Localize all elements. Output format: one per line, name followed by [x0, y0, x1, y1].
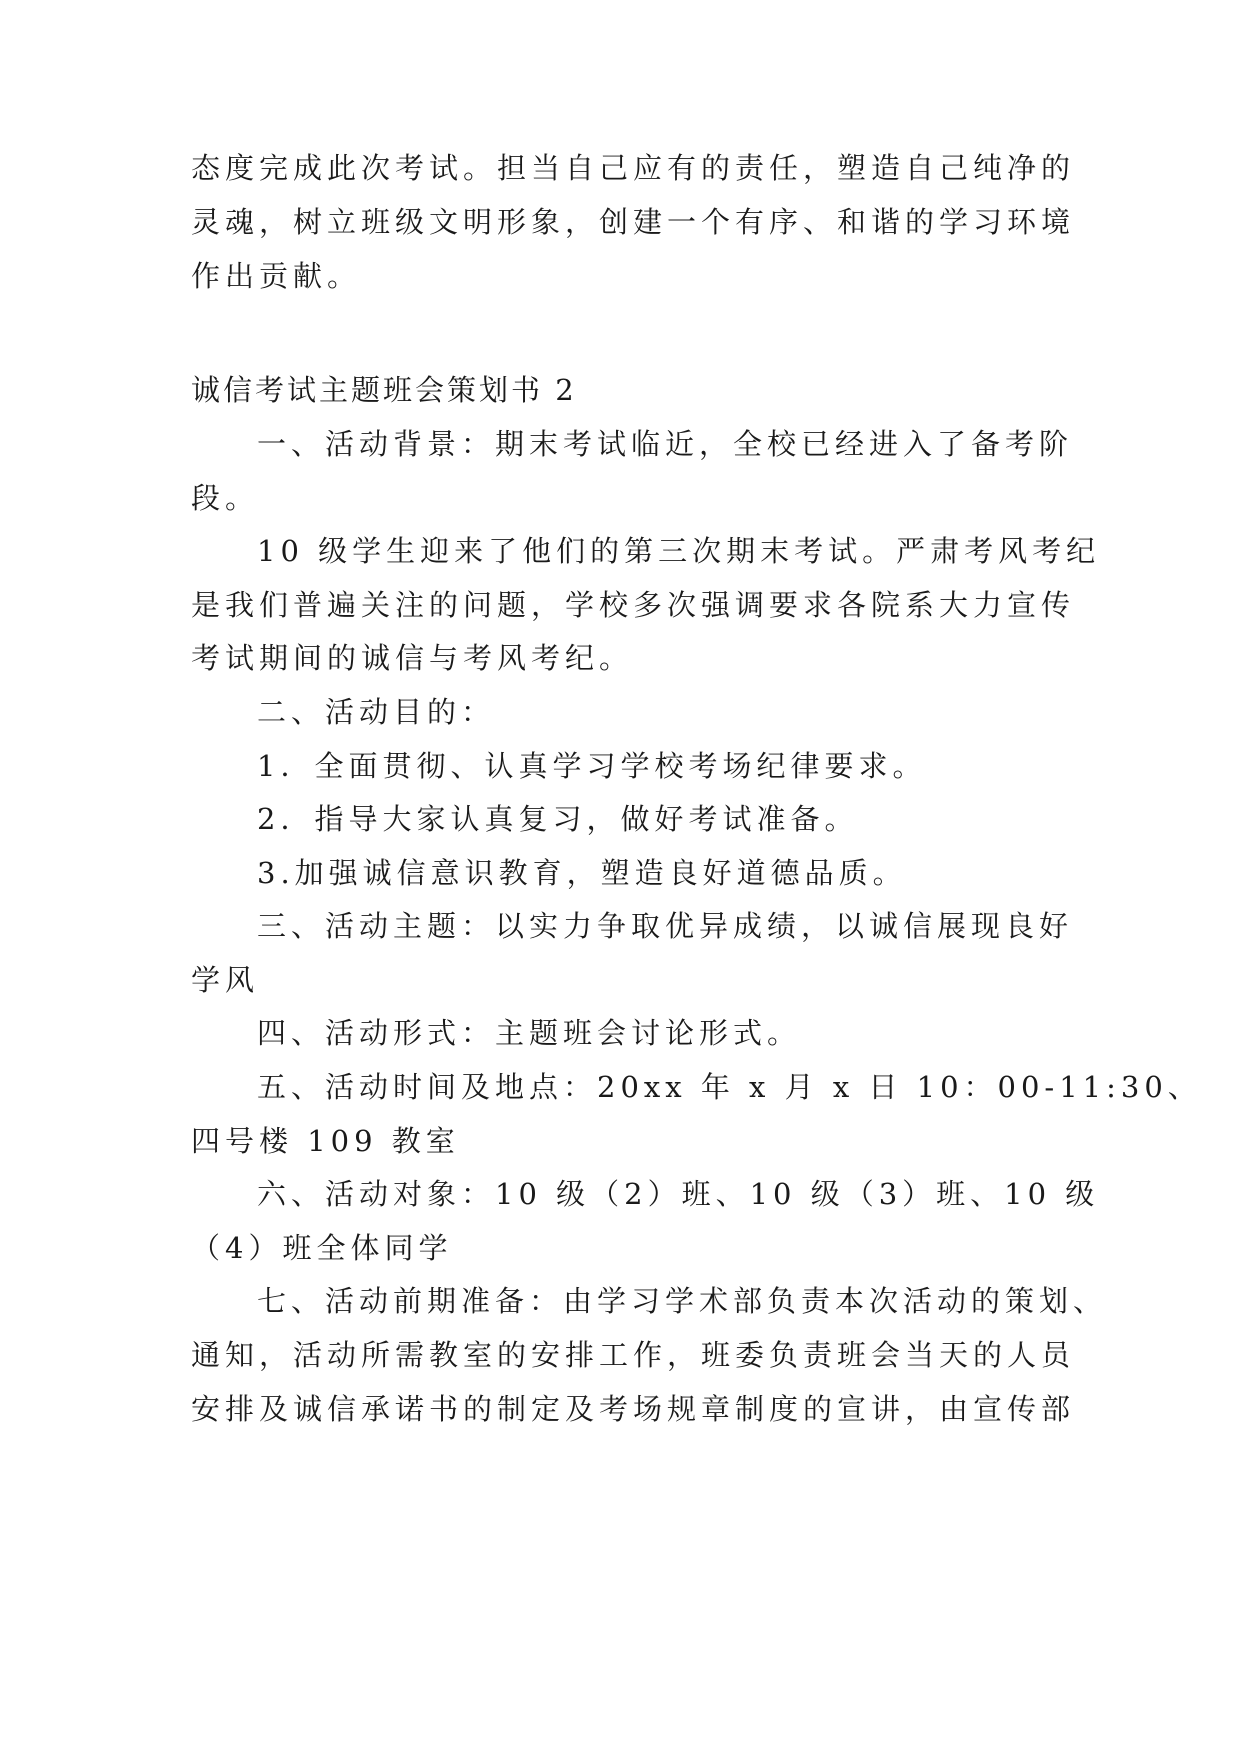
paragraph-line: 通知，活动所需教室的安排工作，班委负责班会当天的人员 — [191, 1338, 1076, 1372]
paragraph-line: 四、活动形式：主题班会讨论形式。 — [257, 1016, 802, 1050]
list-item: 2．指导大家认真复习，做好考试准备。 — [257, 802, 859, 836]
paragraph-line: 四号楼 109 教室 — [191, 1124, 460, 1158]
paragraph-line: 六、活动对象：10 级（2）班、10 级（3）班、10 级 — [257, 1177, 1100, 1211]
list-item: 1．全面贯彻、认真学习学校考场纪律要求。 — [257, 749, 927, 783]
paragraph-line: 考试期间的诚信与考风考纪。 — [191, 641, 634, 675]
paragraph-line: （4）班全体同学 — [191, 1231, 453, 1265]
paragraph-line: 五、活动时间及地点：20xx 年 x 月 x 日 10：00-11:30、 — [257, 1070, 1202, 1104]
paragraph-line: 学风 — [191, 963, 260, 997]
paragraph-line: 10 级学生迎来了他们的第三次期末考试。严肃考风考纪 — [257, 534, 1101, 568]
paragraph-line: 二、活动目的： — [257, 695, 496, 729]
section-title: 诚信考试主题班会策划书 2 — [191, 373, 577, 407]
paragraph-line: 态度完成此次考试。担当自己应有的责任，塑造自己纯净的 — [191, 151, 1076, 185]
paragraph-line: 三、活动主题：以实力争取优异成绩，以诚信展现良好 — [257, 909, 1074, 943]
paragraph-line: 安排及诚信承诺书的制定及考场规章制度的宣讲，由宣传部 — [191, 1392, 1076, 1426]
paragraph-line: 灵魂，树立班级文明形象，创建一个有序、和谐的学习环境 — [191, 205, 1076, 239]
paragraph-line: 作出贡献。 — [191, 259, 362, 293]
paragraph-line: 一、活动背景：期末考试临近，全校已经进入了备考阶 — [257, 427, 1074, 461]
list-item: 3.加强诚信意识教育，塑造良好道德品质。 — [257, 856, 907, 890]
paragraph-line: 七、活动前期准备：由学习学术部负责本次活动的策划、 — [257, 1284, 1108, 1318]
paragraph-line: 是我们普遍关注的问题，学校多次强调要求各院系大力宣传 — [191, 588, 1076, 622]
paragraph-line: 段。 — [191, 481, 260, 515]
